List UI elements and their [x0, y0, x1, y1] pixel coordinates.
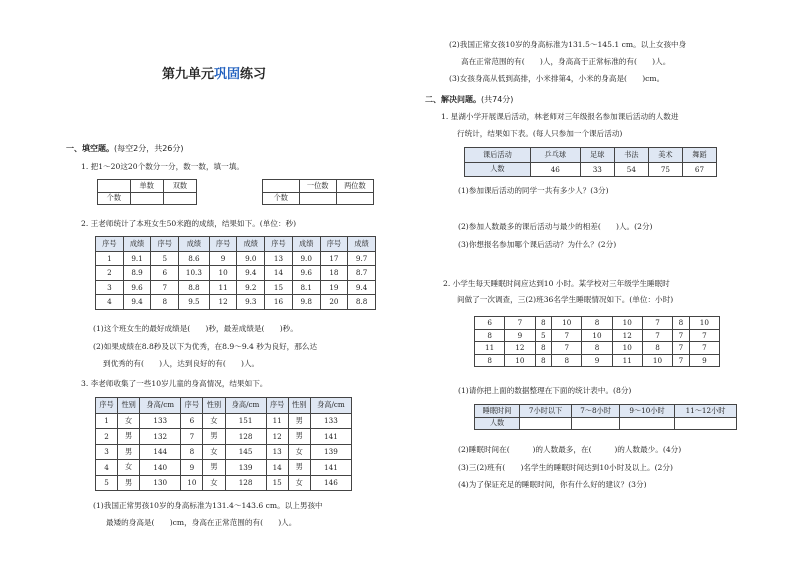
table-header: 序号: [266, 398, 288, 414]
table-cell: 151: [225, 413, 266, 429]
table-cell: 11: [266, 413, 288, 429]
table-header: 序号: [209, 237, 237, 252]
answer-cell[interactable]: [299, 192, 336, 205]
table-cell: 8: [552, 354, 582, 367]
s2-q2-sub3: (3)三(2)班有( )名学生的睡眠时间达到10小时及以上。(2分): [458, 463, 673, 472]
table-cell: 3: [96, 444, 118, 460]
table-cell: 6: [151, 266, 179, 281]
table-cell: 15: [266, 475, 288, 491]
s2-q1-line1: 1. 星湖小学开展课后活动，林老师对三年级报名参加课后活动的人数进: [441, 112, 679, 121]
table-cell: 11: [612, 354, 642, 367]
table-cell: 9.5: [179, 295, 210, 310]
table-cell: 9.6: [292, 266, 320, 281]
table-cell: 13: [265, 251, 293, 266]
table-row: [475, 329, 720, 342]
table-cell: 6: [475, 317, 505, 330]
table-cell: 男: [118, 475, 140, 491]
table-cell: 7: [642, 329, 672, 342]
table-cell: 9.7: [348, 251, 376, 266]
table-cell: 10: [505, 354, 535, 367]
table-cell: 9: [505, 329, 535, 342]
table-cell: 18: [320, 266, 348, 281]
table-row-label: 人数: [475, 417, 520, 430]
table-header: 成绩: [292, 237, 320, 252]
title-highlight: 巩固: [214, 67, 241, 82]
table-header-row: [475, 405, 737, 418]
table-cell: 10: [181, 475, 203, 491]
table-row: [96, 280, 376, 295]
answer-cell[interactable]: [620, 417, 675, 430]
table-header-row: [96, 237, 376, 252]
table-cell: 女: [203, 444, 225, 460]
table-header: 序号: [151, 237, 179, 252]
table-cell: 141: [310, 460, 351, 476]
table-header: 性别: [118, 398, 140, 414]
table-cell: 8: [535, 317, 552, 330]
table-cell: 8: [181, 444, 203, 460]
q2-sub2-line2: 到优秀的有( )人，达到良好的有( )人。: [103, 359, 260, 368]
table-cell: 7: [689, 329, 719, 342]
s2-q2-sub1: (1)请你把上面的数据整理在下面的统计表中。(8分): [458, 386, 632, 395]
table-cell: 9: [209, 251, 237, 266]
table-header: 成绩: [179, 237, 210, 252]
table-cell: 133: [140, 413, 181, 429]
s2-q2-line1: 2. 小学生每天睡眠时间应达到10 小时。某学校对三年级学生睡眠时: [443, 279, 670, 288]
table-header: 美术: [648, 148, 682, 163]
table-cell: 11: [475, 342, 505, 355]
table-row: [96, 266, 376, 281]
table-cell: 9.4: [348, 280, 376, 295]
table-cell: 男: [118, 429, 140, 445]
table-header: 一位数: [299, 180, 336, 193]
table-header: 舞蹈: [682, 148, 716, 163]
answer-cell[interactable]: [336, 192, 373, 205]
table-row: [475, 342, 720, 355]
table-cell: 人数: [465, 162, 531, 177]
table-cell: 139: [310, 444, 351, 460]
answer-cell[interactable]: [675, 417, 737, 430]
table-cell: 7: [505, 317, 535, 330]
section-2-heading: [425, 94, 513, 105]
table-cell: 20: [320, 295, 348, 310]
table-cell: 10: [689, 317, 719, 330]
table-header: 序号: [320, 237, 348, 252]
page-title: [162, 63, 266, 82]
activity-table: [464, 147, 717, 177]
table-cell: 67: [682, 162, 716, 177]
table-cell: 139: [225, 460, 266, 476]
table-cell: 140: [140, 460, 181, 476]
table-cell: 男: [288, 413, 310, 429]
table-row: [96, 429, 352, 445]
table-cell: 4: [96, 295, 124, 310]
answer-cell[interactable]: [163, 192, 196, 205]
table-header: 成绩: [123, 237, 151, 252]
table-cell: 7: [151, 280, 179, 295]
table-row: [96, 475, 352, 491]
table-row: [475, 317, 720, 330]
table-header: 书法: [614, 148, 648, 163]
table-cell: 128: [225, 429, 266, 445]
table-cell: 8: [535, 342, 552, 355]
section-1-heading: [66, 143, 184, 154]
table-cell: 145: [225, 444, 266, 460]
q2-table: [95, 236, 376, 310]
table-cell: 8: [582, 342, 612, 355]
q3-sub2-line1: (2)我国正常女孩10岁的身高标准为131.5～145.1 cm。以上女孩中身: [449, 40, 687, 49]
table-cell: 8.8: [179, 280, 210, 295]
table-header: 成绩: [237, 237, 265, 252]
table-row: [475, 417, 737, 430]
table-cell: 9.3: [237, 295, 265, 310]
table-row: [465, 162, 717, 177]
table-row: [96, 251, 376, 266]
table-header: 身高/cm: [310, 398, 351, 414]
table-row: [475, 354, 720, 367]
table-header: 身高/cm: [225, 398, 266, 414]
table-cell: 132: [140, 429, 181, 445]
table-cell: 9: [689, 354, 719, 367]
table-cell: 14: [265, 266, 293, 281]
q2-text: 2. 王老师统计了本班女生50米跑的成绩，结果如下。(单位：秒): [81, 219, 297, 228]
section-1-points: (每空2分，共26分): [114, 144, 184, 153]
table-cell: 141: [310, 429, 351, 445]
q3-sub1-line2: 最矮的身高是( )cm，身高在正常范围的有( )人。: [106, 518, 297, 527]
table-cell: 8: [151, 295, 179, 310]
table-row-label: 个数: [263, 192, 300, 205]
table-cell: 8.7: [348, 266, 376, 281]
table-cell: 男: [203, 460, 225, 476]
table-cell: 9.0: [292, 251, 320, 266]
table-cell: 146: [310, 475, 351, 491]
sleep-data-table: [474, 316, 720, 367]
table-row: [96, 444, 352, 460]
table-cell: 8: [582, 317, 612, 330]
table-header: 双数: [163, 180, 196, 193]
table-cell: 7: [673, 354, 690, 367]
table-cell: 9.4: [237, 266, 265, 281]
table-header: 身高/cm: [140, 398, 181, 414]
answer-cell[interactable]: [130, 192, 163, 205]
table-header: 单数: [130, 180, 163, 193]
q1-table-digits: [262, 179, 374, 205]
table-header: 9～10小时: [620, 405, 675, 418]
table-cell: 10: [552, 317, 582, 330]
s2-q2-sub2: (2)睡眠时间在( )的人数最多，在( )的人数最少。(4分): [458, 445, 682, 454]
table-cell: 9.4: [123, 295, 151, 310]
table-cell: 10: [209, 266, 237, 281]
table-cell: 3: [96, 280, 124, 295]
s2-q2-line2: 间做了一次调查，三(2)班36名学生睡眠情况如下。(单位：小时): [457, 295, 674, 304]
table-cell: 14: [266, 460, 288, 476]
table-header: 两位数: [336, 180, 373, 193]
table-cell: 15: [265, 280, 293, 295]
table-cell: 33: [580, 162, 614, 177]
q1-text: 1. 把1～20这20个数分一分，数一数，填一填。: [81, 162, 244, 171]
table-cell: 6: [181, 413, 203, 429]
table-header: 序号: [96, 237, 124, 252]
table-header: 成绩: [348, 237, 376, 252]
table-cell: 女: [288, 444, 310, 460]
table-header: 课后活动: [465, 148, 531, 163]
table-cell: 8.1: [292, 280, 320, 295]
table-row: [96, 413, 352, 429]
s2-q2-sub4: (4)为了保证充足的睡眠时间，你有什么好的建议？(3分): [458, 480, 647, 489]
table-header: 序号: [96, 398, 118, 414]
table-header: 7～8小时: [572, 405, 620, 418]
table-cell: 7: [552, 342, 582, 355]
table-cell: 12: [266, 429, 288, 445]
table-cell: 130: [140, 475, 181, 491]
table-header: 足球: [580, 148, 614, 163]
table-cell: 7: [689, 342, 719, 355]
table-cell: 8.8: [348, 295, 376, 310]
table-cell: 2: [96, 429, 118, 445]
table-cell: 8: [642, 342, 672, 355]
table-cell: 10.3: [179, 266, 210, 281]
s2-q1-sub2: (2)参加人数最多的课后活动与最少的相差( )人。(2分): [458, 222, 653, 231]
table-cell: 1: [96, 413, 118, 429]
table-cell: 7: [673, 329, 690, 342]
table-cell: 女: [203, 413, 225, 429]
table-cell: 144: [140, 444, 181, 460]
table-cell: 12: [505, 342, 535, 355]
section-2-title: 二、解决问题。: [425, 95, 481, 104]
table-cell: 4: [96, 460, 118, 476]
table-header: 11～12小时: [675, 405, 737, 418]
q3-sub3: (3)女孩身高从低到高排，小米排第4，小米的身高是( )cm。: [449, 74, 665, 83]
table-cell: [263, 180, 300, 193]
table-cell: 75: [648, 162, 682, 177]
table-cell: 11: [209, 280, 237, 295]
table-cell: 9: [582, 354, 612, 367]
table-cell: 46: [530, 162, 580, 177]
table-cell: 128: [225, 475, 266, 491]
q3-table: [95, 397, 352, 491]
table-cell: 9: [181, 460, 203, 476]
table-row: [96, 460, 352, 476]
table-cell: 17: [320, 251, 348, 266]
table-cell: 10: [582, 329, 612, 342]
table-cell: 女: [118, 460, 140, 476]
table-cell: 19: [320, 280, 348, 295]
table-cell: 女: [288, 475, 310, 491]
table-cell: 5: [96, 475, 118, 491]
table-cell: 9.8: [292, 295, 320, 310]
table-cell: 5: [151, 251, 179, 266]
table-cell: 8: [475, 329, 505, 342]
s2-q1-sub1: (1)参加课后活动的同学一共有多少人？(3分): [458, 186, 609, 195]
table-cell: 8.9: [123, 266, 151, 281]
q1-table-odd-even: [97, 179, 197, 205]
table-cell: 133: [310, 413, 351, 429]
table-header: 7小时以下: [520, 405, 572, 418]
table-cell: 16: [265, 295, 293, 310]
s2-q1-line2: 行统计，结果如下表。(每人只参加一个课后活动): [457, 129, 623, 138]
table-cell: 9.0: [237, 251, 265, 266]
table-cell: 女: [203, 475, 225, 491]
table-cell: 13: [266, 444, 288, 460]
title-post: 练习: [240, 67, 267, 82]
table-cell: 男: [118, 444, 140, 460]
table-row-label: 个数: [98, 192, 131, 205]
table-cell: 男: [288, 429, 310, 445]
table-cell: 8: [673, 317, 690, 330]
table-cell: 女: [118, 413, 140, 429]
table-cell: 9.2: [237, 280, 265, 295]
table-cell: 8.6: [179, 251, 210, 266]
table-header: 性别: [288, 398, 310, 414]
table-cell: 2: [96, 266, 124, 281]
table-cell: 9.6: [123, 280, 151, 295]
table-cell: 12: [209, 295, 237, 310]
table-header-row: [465, 148, 717, 163]
table-row: [96, 295, 376, 310]
q2-sub1: (1)这个班女生的最好成绩是( )秒，最差成绩是( )秒。: [93, 324, 298, 333]
q3-sub1-line1: (1)我国正常男孩10岁的身高标准为131.4～143.6 cm。以上男孩中: [93, 501, 323, 510]
table-cell: 10: [612, 342, 642, 355]
table-cell: 5: [535, 329, 552, 342]
section-2-points: (共74分): [481, 95, 514, 104]
table-cell: 10: [612, 317, 642, 330]
title-pre: 第九单元: [162, 67, 215, 82]
s2-q1-sub3: (3)你想报名参加哪个课后活动？为什么？(2分): [458, 240, 617, 249]
table-cell: 7: [642, 317, 672, 330]
table-cell: 男: [203, 429, 225, 445]
table-header: 序号: [181, 398, 203, 414]
table-cell: 7: [181, 429, 203, 445]
table-header: 乒乓球: [530, 148, 580, 163]
sleep-stat-table: [474, 404, 737, 430]
table-header: 睡眠时间: [475, 405, 520, 418]
answer-cell[interactable]: [520, 417, 572, 430]
table-cell: 7: [673, 342, 690, 355]
table-cell: 男: [288, 460, 310, 476]
table-cell: [98, 180, 131, 193]
table-cell: 8: [535, 354, 552, 367]
table-cell: 1: [96, 251, 124, 266]
table-header: 序号: [265, 237, 293, 252]
answer-cell[interactable]: [572, 417, 620, 430]
table-cell: 8: [475, 354, 505, 367]
table-cell: 12: [612, 329, 642, 342]
table-cell: 10: [642, 354, 672, 367]
section-1-title: 一、填空题。: [66, 144, 114, 153]
table-header-row: [96, 398, 352, 414]
table-cell: 54: [614, 162, 648, 177]
q2-sub2-line1: (2)如果成绩在8.8秒及以下为优秀，在8.9～9.4 秒为良好，那么达: [93, 342, 318, 351]
q3-sub2-line2: 高在正常范围的有( )人，身高高于正常标准的有( )人。: [461, 57, 671, 66]
table-cell: 7: [552, 329, 582, 342]
table-cell: 9.1: [123, 251, 151, 266]
q3-text: 3. 李老师收集了一些10岁儿童的身高情况，结果如下。: [81, 379, 268, 388]
table-header: 性别: [203, 398, 225, 414]
